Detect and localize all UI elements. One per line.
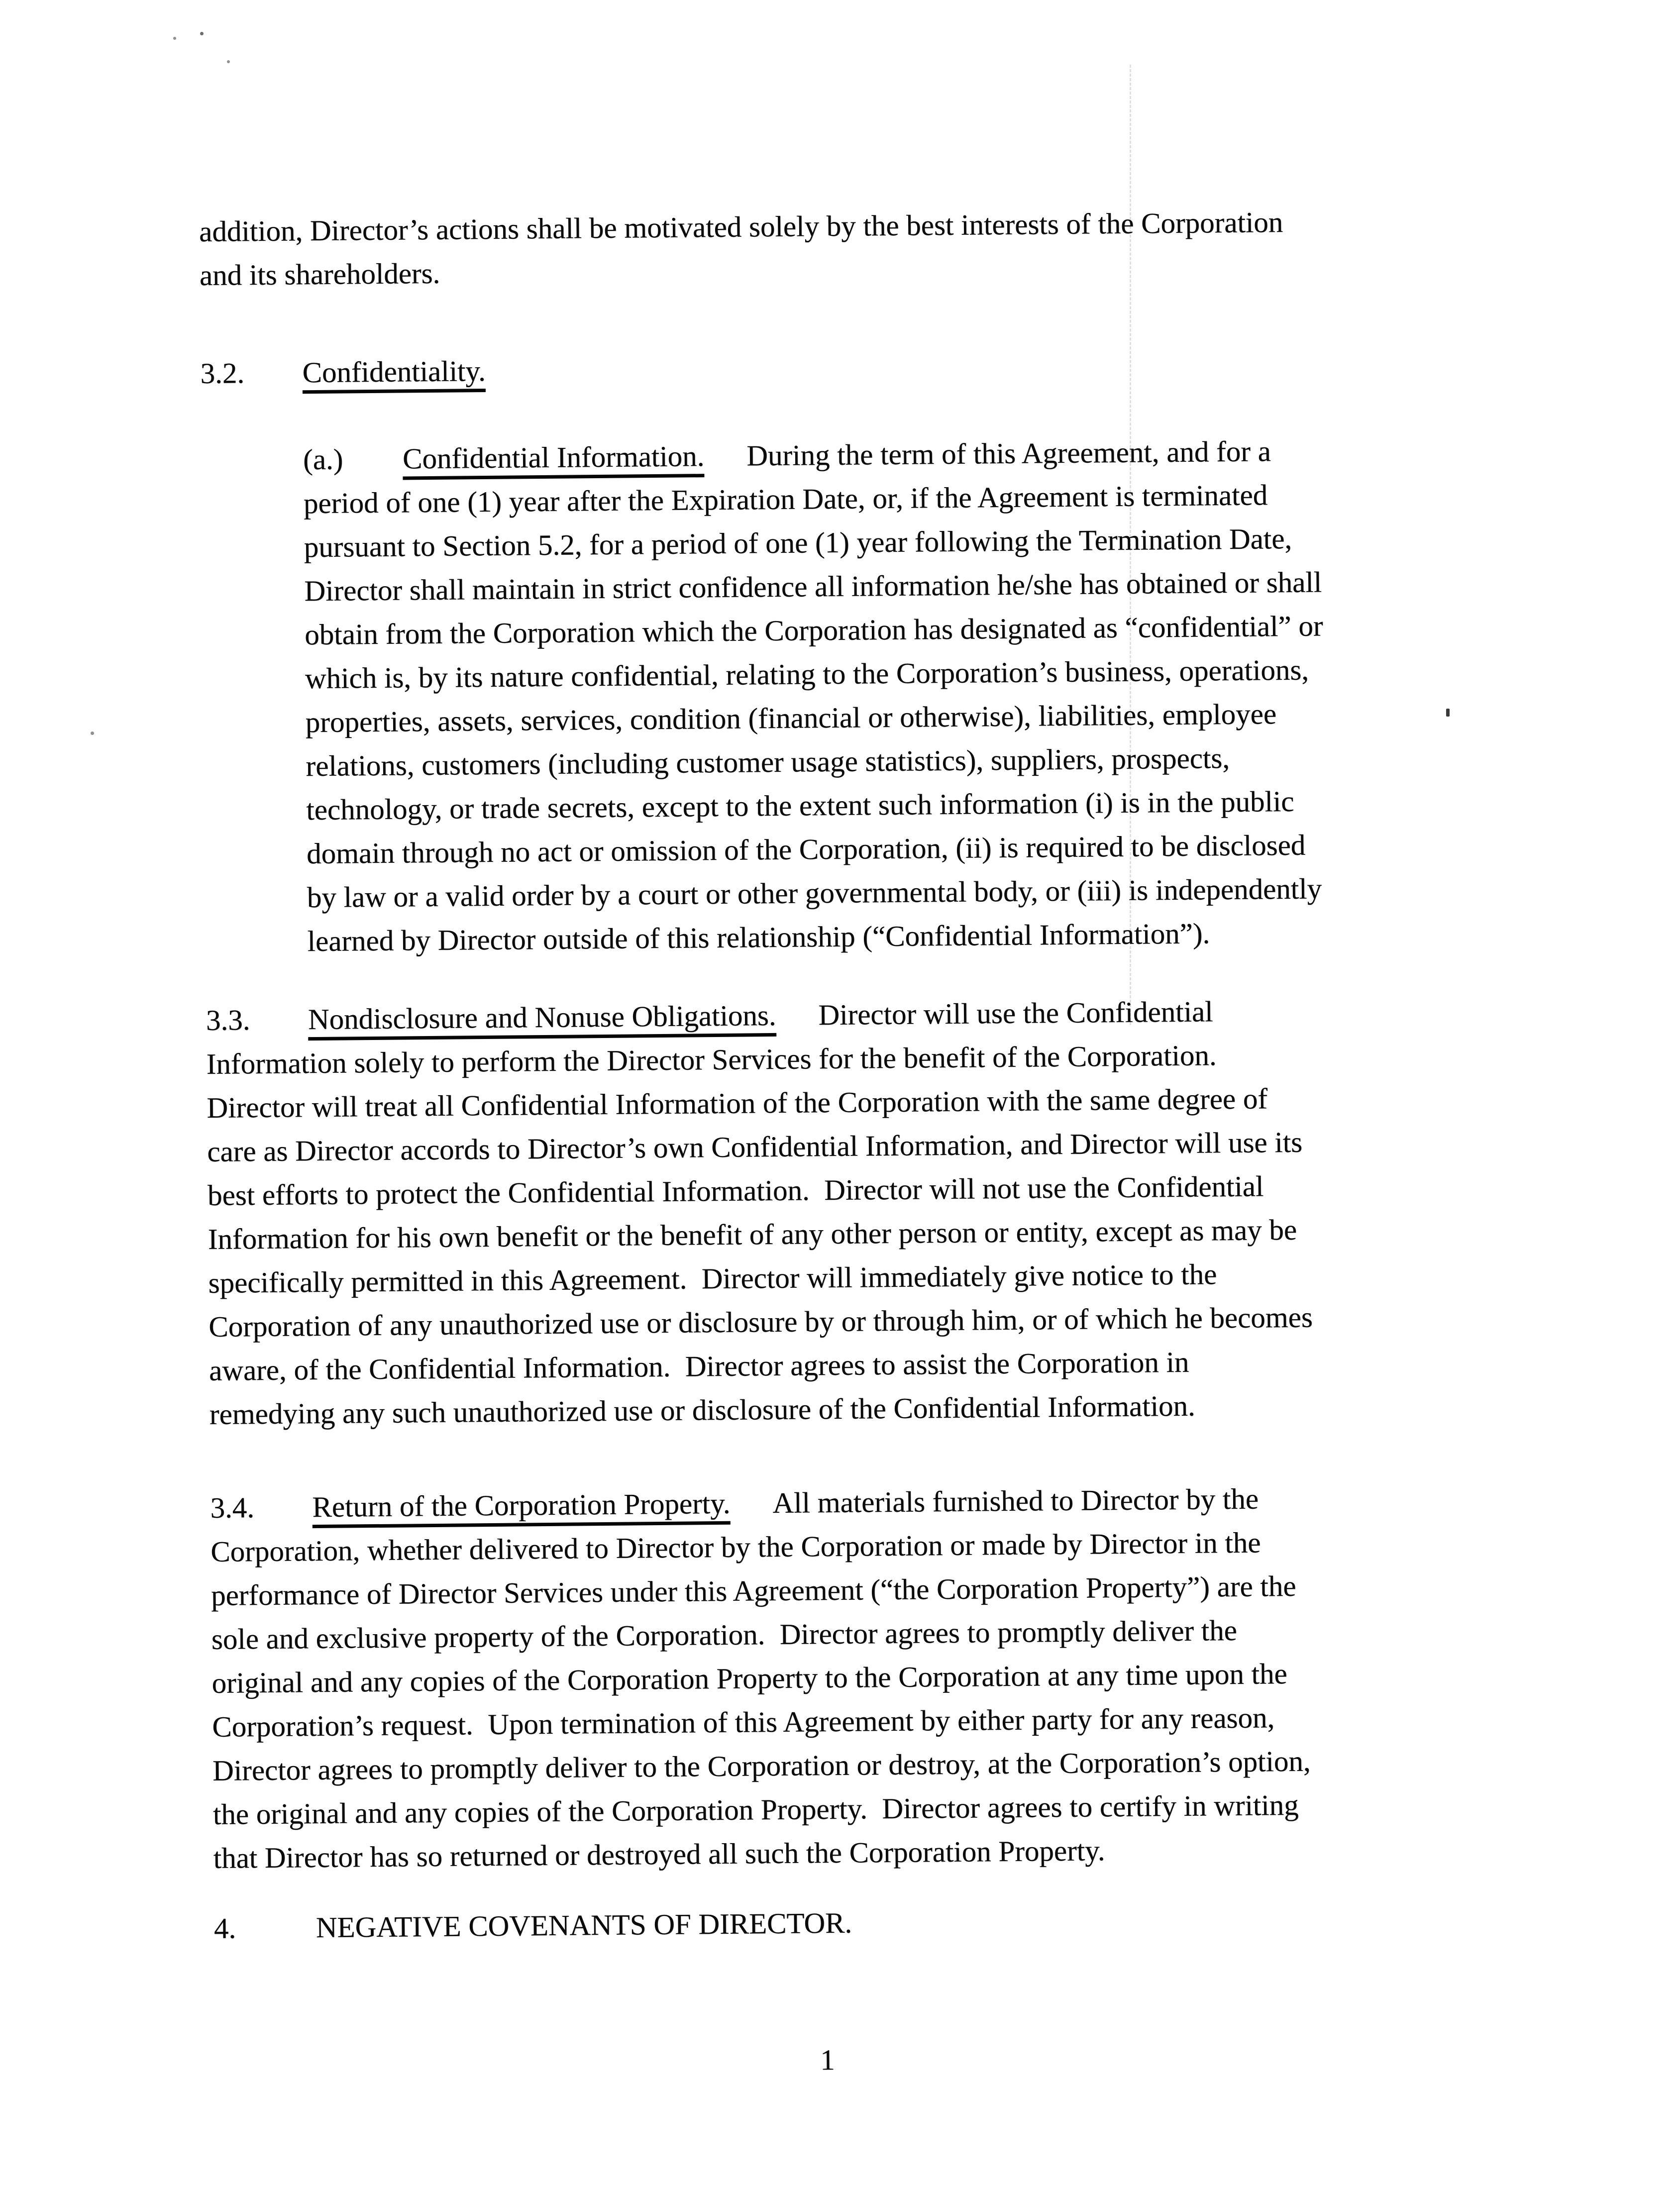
section-3-4-body-lines	[11, 1517, 1680, 1881]
text-line: by law or a valid order by a court or other governmental body, or (iii) is independently	[307, 872, 1322, 914]
section-number: 4.	[213, 1911, 236, 1945]
text-line: care as Director accords to Director’s own Confidential Information, and Director will use its	[207, 1125, 1303, 1168]
section-number: 3.3.	[206, 1003, 250, 1037]
section-3-2	[1, 338, 1680, 397]
clause-a-body-lines	[2, 469, 1680, 965]
section-number: 3.2.	[200, 356, 245, 390]
intro-paragraph	[0, 197, 1680, 299]
text-line: Corporation’s request. Upon termination of this Agreement by either party for any reason,	[212, 1701, 1275, 1743]
section-3-3-body-lines	[7, 1029, 1680, 1438]
text-line: performance of Director Services under this Agreement (“the Corporation Property”) are the	[210, 1569, 1296, 1612]
section-4	[15, 1893, 1680, 1952]
intro-paragraph-lines	[0, 197, 1680, 299]
text-line: remedying any such unauthorized use or disclosure of the Confidential Information.	[209, 1389, 1195, 1431]
text-line: Information solely to perform the Director Services for the benefit of the Corporation.	[206, 1039, 1217, 1080]
text-line: Corporation of any unauthorized use or disclosure by or through him, or of which he becomes	[209, 1300, 1313, 1343]
section-heading: Return of the Corporation Property.	[312, 1487, 731, 1528]
section-3-2-heading-line	[1, 338, 1680, 397]
text-line: original and any copies of the Corporation Property to the Corporation at any time upon the	[211, 1657, 1287, 1699]
text-line: and its shareholders.	[199, 256, 440, 292]
clause-label: (a.)	[303, 442, 343, 476]
text-line: best efforts to protect the Confidential Information. Director will not use the Confidential	[207, 1169, 1264, 1212]
section-heading: Nondisclosure and Nonuse Obligations.	[308, 999, 776, 1041]
section-heading: Confidentiality.	[302, 354, 486, 394]
text-line: Information for his own benefit or the benefit of any other person or entity, except as may be	[208, 1213, 1297, 1255]
text-line: Corporation, whether delivered to Director by the Corporation or made by Director in the	[210, 1526, 1261, 1568]
clause-heading: Confidential Information.	[403, 439, 705, 480]
text-line: addition, Director’s actions shall be motivated solely by the best interests of the Corporation	[199, 205, 1283, 248]
text-line: aware, of the Confidential Information. Director agrees to assist the Corporation in	[209, 1345, 1189, 1387]
clause-a	[2, 425, 1680, 965]
text-line: properties, assets, services, condition (financial or otherwise), liabilities, employee	[305, 697, 1277, 739]
section-first-line-text: All materials furnished to Director by the	[772, 1482, 1259, 1520]
text-line: relations, customers (including customer usage statistics), suppliers, prospects,	[306, 741, 1230, 783]
text-line: which is, by its nature confidential, relating to the Corporation’s business, operations,	[305, 653, 1309, 695]
section-first-line-text: Director will use the Confidential	[818, 995, 1213, 1032]
text-line: obtain from the Corporation which the Corporation has designated as “confidential” or	[304, 609, 1323, 651]
text-line: period of one (1) year after the Expiration Date, or, if the Agreement is terminated	[303, 478, 1268, 520]
text-line: Director will treat all Confidential Information of the Corporation with the same degree of	[207, 1082, 1268, 1124]
section-heading: NEGATIVE COVENANTS OF DIRECTOR.	[315, 1906, 852, 1944]
text-line: specifically permitted in this Agreement. Director will immediately give notice to the	[208, 1257, 1217, 1299]
text-line: pursuant to Section 5.2, for a period of one (1) year following the Termination Date,	[304, 522, 1292, 564]
text-line: Director agrees to promptly deliver to the Corporation or destroy, at the Corporation’s option,	[212, 1744, 1311, 1787]
section-number: 3.4.	[210, 1491, 255, 1524]
text-line: learned by Director outside of this relationship (“Confidential Information”).	[307, 917, 1210, 958]
text-line: domain through no act or omission of the Corporation, (ii) is required to be disclosed	[306, 828, 1306, 870]
section-3-4	[11, 1473, 1680, 1881]
clause-first-line-text: During the term of this Agreement, and for a	[746, 434, 1271, 472]
text-line: the original and any copies of the Corporation Property. Director agrees to certify in writing	[212, 1788, 1299, 1831]
page-number: 1	[820, 2043, 836, 2077]
section-3-3	[7, 985, 1680, 1438]
text-line: that Director has so returned or destroyed all such the Corporation Property.	[213, 1834, 1105, 1875]
text-line: sole and exclusive property of the Corporation. Director agrees to promptly deliver the	[211, 1613, 1238, 1656]
text-line: Director shall maintain in strict confidence all information he/she has obtained or shall	[304, 565, 1322, 608]
section-4-heading-line	[15, 1893, 1680, 1952]
text-line: technology, or trade secrets, except to the extent such information (i) is in the public	[306, 784, 1294, 827]
